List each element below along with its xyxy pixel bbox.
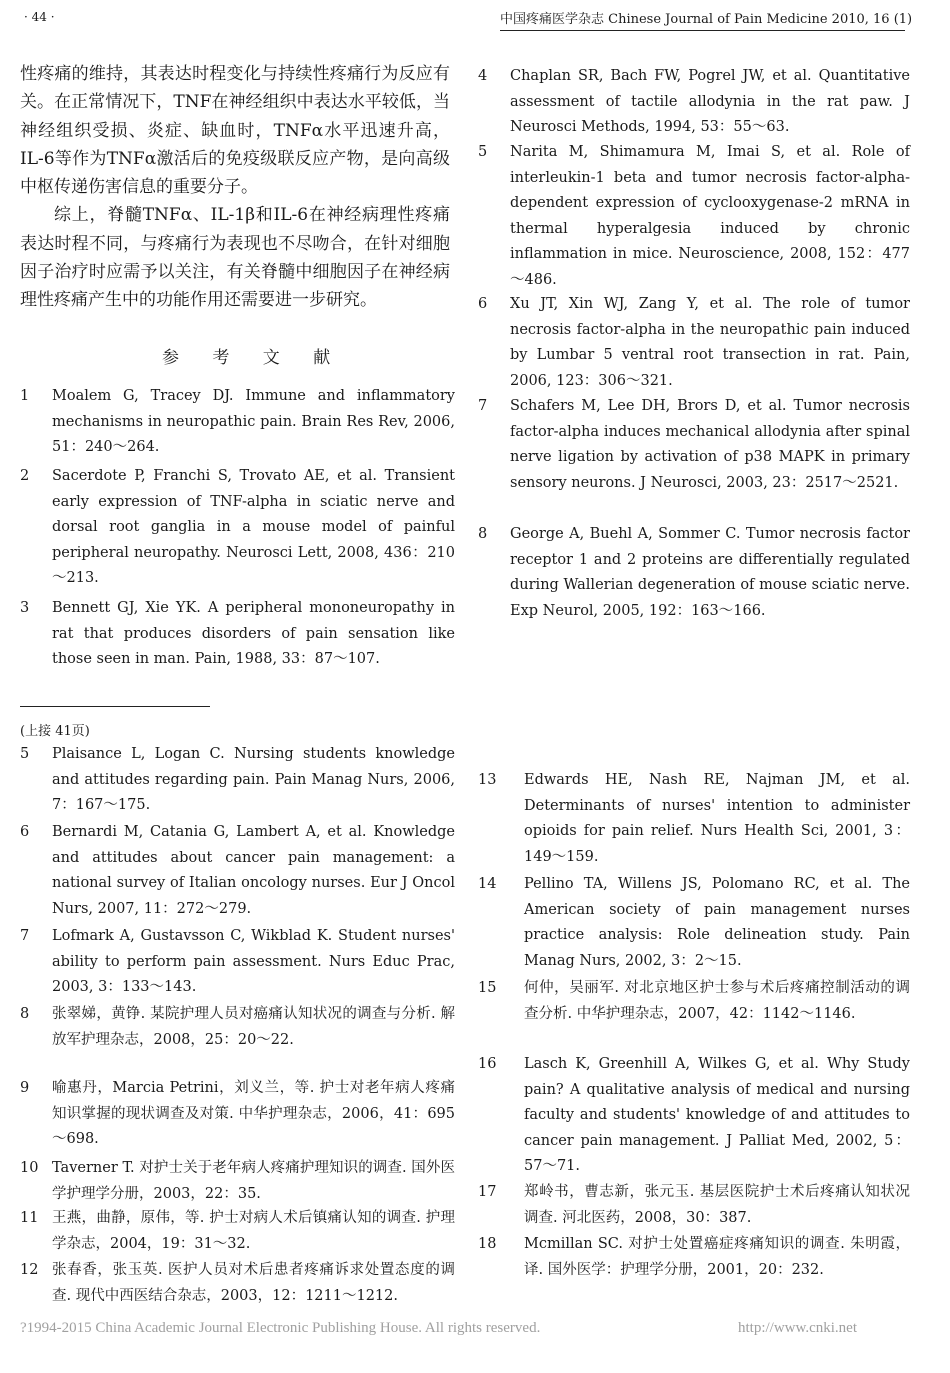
continued-reference-item [478, 768, 910, 870]
reference-number: 6 [20, 824, 30, 840]
body-paragraph: 性疼痛的维持，其表达时程变化与持续性疼痛行为反应有关。在正常情况下，TNF在神经组织中表达水平较低，当神经组织受损、炎症、缺血时，TNFα水平迅速升高，IL-6等作为TNFα激活后的免疫级联反应产物，是向高级中枢传递伤害信息的重要分子。 [20, 64, 450, 198]
header-rule [500, 30, 905, 31]
journal-header: 中国疼痛医学杂志 Chinese Journal of Pain Medicine 2010, 16 (1) [500, 12, 913, 27]
reference-item [20, 384, 455, 461]
reference-number: 13 [478, 772, 497, 788]
reference-text: Chaplan SR, Bach FW, Pogrel JW, et al. Quantitative assessment of tactile allodynia in the rat paw. J Neurosci Methods, 1994, 53：55～63. [510, 68, 910, 136]
reference-text: Bennett GJ, Xie YK. A peripheral mononeuropathy in rat that produces disorders of pain sensation like those seen in man. Pain, 1988, 33：87～107. [52, 600, 455, 668]
footer [20, 1320, 930, 1337]
reference-text: 王燕，曲静，原伟，等. 护士对病人术后镇痛认知的调查. 护理学杂志，2004，19：31～32. [52, 1210, 455, 1252]
reference-item [478, 64, 910, 141]
continued-reference-item [478, 1180, 910, 1231]
continued-reference-item [20, 1206, 455, 1257]
reference-number: 18 [478, 1236, 497, 1252]
body-paragraph: 综上，脊髓TNFα、IL-1β和IL-6在神经病理性疼痛表达时程不同，与疼痛行为表现也不尽吻合，在针对细胞因子治疗时应需予以关注，有关脊髓中细胞因子在神经病理性疼痛产生中的功能作用还需要进一步研究。 [20, 205, 450, 311]
reference-number: 16 [478, 1056, 497, 1072]
reference-number: 7 [20, 928, 30, 944]
reference-number: 5 [20, 746, 30, 762]
reference-text: Sacerdote P, Franchi S, Trovato AE, et al. Transient early expression of TNF-alpha in sciatic nerve and dorsal root ganglia in a mouse model of painful peripheral neuropathy. Neurosci Lett, 2008, 436：210～213. [52, 468, 455, 587]
reference-text: 郑岭书，曹志新，张元玉. 基层医院护士术后疼痛认知状况调查. 河北医药，2008，30：387. [524, 1184, 910, 1226]
reference-text: Xu JT, Xin WJ, Zang Y, et al. The role of tumor necrosis factor-alpha in the neuropathic pain induced by Lumbar 5 ventral root transection in rat. Pain, 2006, 123：306～321. [510, 296, 910, 389]
continued-reference-item [20, 1156, 455, 1207]
reference-number: 6 [478, 296, 488, 312]
reference-number: 11 [20, 1210, 39, 1226]
reference-text: 喻惠丹，Marcia Petrini，刘义兰，等. 护士对老年病人疼痛知识掌握的现状调查及对策. 中华护理杂志，2006，41：695～698. [52, 1080, 455, 1148]
reference-text: 张翠娣，黄铮. 某院护理人员对癌痛认知状况的调查与分析. 解放军护理杂志，2008，25：20～22. [52, 1006, 455, 1048]
reference-number: 8 [20, 1006, 30, 1022]
continued-reference-item [20, 1258, 455, 1309]
reference-number: 3 [20, 600, 30, 616]
body-text [20, 60, 450, 315]
reference-number: 10 [20, 1160, 39, 1176]
reference-item [478, 394, 910, 496]
references-title: 参 考 文 献 [162, 348, 345, 368]
website-link[interactable]: http://www.cnki.net [738, 1320, 858, 1336]
reference-text: Taverner T. 对护士关于老年病人疼痛护理知识的调查. 国外医学护理学分册，2003，22：35. [52, 1160, 455, 1202]
reference-text: 何仲，吴丽军. 对北京地区护士参与术后疼痛控制活动的调查分析. 中华护理杂志，2007，42：1142～1146. [524, 980, 910, 1022]
reference-text: Bernardi M, Catania G, Lambert A, et al. Knowledge and attitudes about cancer pain management: a national survey of Italian oncology nurses. Eur J Oncol Nurs, 2007, 11：272～279. [52, 824, 455, 917]
reference-number: 8 [478, 526, 488, 542]
page-number: · 44 · [24, 10, 55, 24]
reference-text: Mcmillan SC. 对护士处置癌症疼痛知识的调查. 朱明霞，译. 国外医学：护理学分册，2001，20：232. [524, 1236, 910, 1278]
reference-number: 12 [20, 1262, 39, 1278]
reference-text: Schafers M, Lee DH, Brors D, et al. Tumor necrosis factor-alpha induces mechanical allodynia after spinal nerve ligation by activation of p38 MAPK in primary sensory neurons. J Neurosci, 2003, 23：2517～2521. [510, 398, 910, 491]
continued-reference-item [20, 1076, 455, 1153]
continued-reference-item [20, 742, 455, 819]
copyright-notice: ?1994-2015 China Academic Journal Electronic Publishing House. All rights reserved. [20, 1320, 541, 1336]
continued-reference-item [478, 1052, 910, 1180]
continued-reference-item [478, 872, 910, 974]
reference-text: Edwards HE, Nash RE, Najman JM, et al. Determinants of nurses' intention to administer opioids for pain relief. Nurs Health Sci, 2001, 3：149～159. [524, 772, 910, 865]
reference-number: 17 [478, 1184, 497, 1200]
reference-item [478, 140, 910, 294]
section-divider [20, 706, 210, 707]
reference-text: 张春香，张玉英. 医护人员对术后患者疼痛诉求处置态度的调查. 现代中西医结合杂志，2003，12：1211～1212. [52, 1262, 455, 1304]
reference-number: 2 [20, 468, 30, 484]
reference-number: 1 [20, 388, 30, 404]
reference-number: 5 [478, 144, 488, 160]
reference-text: Lasch K, Greenhill A, Wilkes G, et al. Why Study pain? A qualitative analysis of medical and nursing faculty and students' knowledge of and attitudes to cancer pain management. J Palliat Med, 2002, 5：57～71. [524, 1056, 910, 1175]
continued-reference-item [478, 976, 910, 1027]
reference-number: 7 [478, 398, 488, 414]
reference-number: 14 [478, 876, 497, 892]
reference-item [20, 464, 455, 592]
continued-reference-item [20, 924, 455, 1001]
reference-number: 4 [478, 68, 488, 84]
continued-reference-item [478, 1232, 910, 1283]
continued-reference-item [20, 820, 455, 922]
reference-text: Plaisance L, Logan C. Nursing students knowledge and attitudes regarding pain. Pain Manag Nurs, 2006, 7：167～175. [52, 746, 455, 814]
reference-item [478, 522, 910, 624]
reference-number: 15 [478, 980, 497, 996]
continued-reference-item [20, 1002, 455, 1053]
reference-text: Moalem G, Tracey DJ. Immune and inflammatory mechanisms in neuropathic pain. Brain Res Rev, 2006, 51：240～264. [52, 388, 455, 456]
reference-number: 9 [20, 1080, 30, 1096]
reference-text: Narita M, Shimamura M, Imai S, et al. Role of interleukin-1 beta and tumor necrosis factor-alpha-dependent expression of cyclooxygenase-2 mRNA in thermal hyperalgesia induced by chronic inflammation in mice. Neuroscience, 2008, 152：477～486. [510, 144, 910, 288]
reference-text: Pellino TA, Willens JS, Polomano RC, et al. The American society of pain management nurses practice analysis: Role delineation study. Pain Manag Nurs, 2002, 3：2～15. [524, 876, 910, 969]
reference-text: George A, Buehl A, Sommer C. Tumor necrosis factor receptor 1 and 2 proteins are differentially regulated during Wallerian degeneration of mouse sciatic nerve. Exp Neurol, 2005, 192：163～166. [510, 526, 910, 619]
reference-item [478, 292, 910, 394]
reference-text: Lofmark A, Gustavsson C, Wikblad K. Student nurses' ability to perform pain assessment. Nurs Educ Prac, 2003, 3：133～143. [52, 928, 455, 996]
continued-note: (上接 41页) [20, 724, 90, 739]
reference-item [20, 596, 455, 673]
